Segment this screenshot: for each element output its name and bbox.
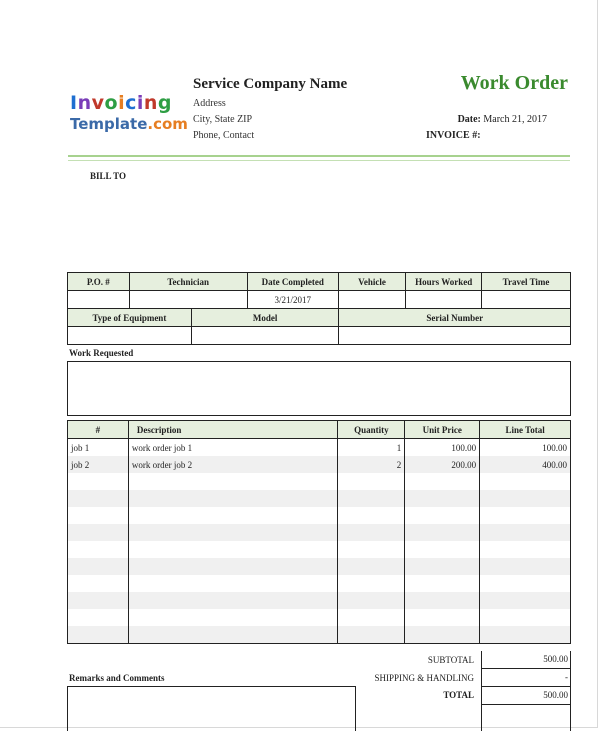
line-total-cell[interactable] bbox=[480, 490, 571, 507]
item-number-cell[interactable] bbox=[68, 473, 129, 490]
company-phone: Phone, Contact bbox=[193, 130, 255, 141]
logo-line2: Template.com bbox=[70, 115, 188, 133]
description-cell[interactable] bbox=[128, 490, 338, 507]
table-row bbox=[68, 592, 571, 609]
unit-price-cell[interactable] bbox=[405, 507, 480, 524]
item-number-cell[interactable] bbox=[68, 575, 129, 592]
description-cell[interactable] bbox=[128, 592, 338, 609]
unit-price-cell[interactable] bbox=[405, 490, 480, 507]
col-serial-number: Serial Number bbox=[339, 309, 571, 327]
table-row bbox=[68, 626, 571, 644]
quantity-cell[interactable] bbox=[338, 541, 405, 558]
quantity-cell[interactable] bbox=[338, 524, 405, 541]
table-row bbox=[68, 609, 571, 626]
date-line: Date: March 21, 2017 bbox=[457, 114, 547, 125]
quantity-cell[interactable] bbox=[338, 558, 405, 575]
item-number-cell[interactable] bbox=[68, 507, 129, 524]
line-total-cell[interactable] bbox=[480, 558, 571, 575]
col-technician: Technician bbox=[129, 273, 247, 291]
line-total-cell[interactable] bbox=[480, 575, 571, 592]
description-cell[interactable] bbox=[128, 524, 338, 541]
unit-price-cell[interactable] bbox=[405, 575, 480, 592]
col-description: Description bbox=[128, 421, 338, 439]
item-number-cell[interactable] bbox=[68, 592, 129, 609]
company-city: City, State ZIP bbox=[193, 114, 253, 125]
item-number-cell[interactable] bbox=[68, 524, 129, 541]
col-travel-time: Travel Time bbox=[482, 273, 571, 291]
line-total-cell[interactable] bbox=[480, 473, 571, 490]
item-number-cell[interactable] bbox=[68, 558, 129, 575]
item-number-cell[interactable] bbox=[68, 609, 129, 626]
invoice-number-label: INVOICE #: bbox=[426, 130, 481, 141]
table-row bbox=[68, 473, 571, 490]
description-cell[interactable]: work order job 2 bbox=[128, 456, 338, 473]
unit-price-cell[interactable] bbox=[405, 609, 480, 626]
company-address: Address bbox=[193, 98, 226, 109]
col-hours-worked: Hours Worked bbox=[406, 273, 482, 291]
unit-price-cell[interactable] bbox=[405, 473, 480, 490]
unit-price-cell[interactable] bbox=[405, 524, 480, 541]
work-requested-label: Work Requested bbox=[69, 348, 134, 358]
shipping-label: SHIPPING & HANDLING bbox=[374, 673, 474, 683]
logo-line1: Invoicing bbox=[70, 92, 172, 114]
header-rule-thin bbox=[68, 160, 570, 161]
col-vehicle: Vehicle bbox=[338, 273, 406, 291]
po-field[interactable] bbox=[68, 291, 130, 309]
remarks-box[interactable] bbox=[67, 686, 356, 731]
total-value: 500.00 bbox=[543, 690, 568, 700]
unit-price-cell[interactable]: 200.00 bbox=[405, 456, 480, 473]
col-quantity: Quantity bbox=[338, 421, 405, 439]
table-row bbox=[68, 439, 571, 457]
quantity-cell[interactable] bbox=[338, 473, 405, 490]
unit-price-cell[interactable] bbox=[405, 558, 480, 575]
description-cell[interactable] bbox=[128, 473, 338, 490]
bill-to-label: BILL TO bbox=[90, 171, 126, 181]
equipment-table bbox=[67, 308, 571, 345]
table-row bbox=[68, 507, 571, 524]
total-label: TOTAL bbox=[443, 690, 474, 700]
table-row bbox=[68, 541, 571, 558]
col-item-number: # bbox=[68, 421, 129, 439]
quantity-cell[interactable]: 2 bbox=[338, 456, 405, 473]
description-cell[interactable] bbox=[128, 609, 338, 626]
quantity-cell[interactable] bbox=[338, 507, 405, 524]
line-total-cell[interactable] bbox=[480, 541, 571, 558]
totals-separator bbox=[481, 704, 570, 705]
equipment-type-field[interactable] bbox=[68, 327, 192, 345]
table-row bbox=[68, 575, 571, 592]
quantity-cell[interactable] bbox=[338, 626, 405, 644]
technician-field[interactable] bbox=[129, 291, 247, 309]
unit-price-cell[interactable]: 100.00 bbox=[405, 439, 480, 457]
item-number-cell[interactable] bbox=[68, 626, 129, 644]
subtotal-value: 500.00 bbox=[543, 654, 568, 664]
header-rule bbox=[68, 155, 570, 157]
col-line-total: Line Total bbox=[480, 421, 571, 439]
quantity-cell[interactable] bbox=[338, 609, 405, 626]
line-total-cell[interactable] bbox=[480, 592, 571, 609]
line-total-cell[interactable]: 400.00 bbox=[480, 456, 571, 473]
date-completed-field[interactable]: 3/21/2017 bbox=[247, 291, 338, 309]
unit-price-cell[interactable] bbox=[405, 626, 480, 644]
table-row bbox=[68, 490, 571, 507]
description-cell[interactable]: work order job 1 bbox=[128, 439, 338, 457]
line-total-cell[interactable] bbox=[480, 507, 571, 524]
company-name: Service Company Name bbox=[193, 76, 348, 92]
quantity-cell[interactable] bbox=[338, 490, 405, 507]
description-cell[interactable] bbox=[128, 626, 338, 644]
table-row bbox=[68, 524, 571, 541]
item-number-cell[interactable] bbox=[68, 541, 129, 558]
quantity-cell[interactable] bbox=[338, 592, 405, 609]
table-row bbox=[68, 558, 571, 575]
vehicle-field[interactable] bbox=[338, 291, 406, 309]
page-title: Work Order bbox=[460, 72, 568, 94]
travel-time-field[interactable] bbox=[482, 291, 571, 309]
line-total-cell[interactable] bbox=[480, 626, 571, 644]
col-equipment-type: Type of Equipment bbox=[68, 309, 192, 327]
item-number-cell[interactable]: job 1 bbox=[68, 439, 129, 457]
line-total-cell[interactable] bbox=[480, 609, 571, 626]
description-cell[interactable] bbox=[128, 541, 338, 558]
col-unit-price: Unit Price bbox=[405, 421, 480, 439]
model-field[interactable] bbox=[191, 327, 339, 345]
shipping-value[interactable]: - bbox=[565, 672, 568, 682]
col-po: P.O. # bbox=[68, 273, 130, 291]
serial-number-field[interactable] bbox=[339, 327, 571, 345]
unit-price-cell[interactable] bbox=[405, 541, 480, 558]
description-cell[interactable] bbox=[128, 507, 338, 524]
work-requested-box[interactable] bbox=[67, 361, 571, 416]
line-total-cell[interactable]: 100.00 bbox=[480, 439, 571, 457]
quantity-cell[interactable]: 1 bbox=[338, 439, 405, 457]
item-number-cell[interactable] bbox=[68, 490, 129, 507]
quantity-cell[interactable] bbox=[338, 575, 405, 592]
job-info-table bbox=[67, 272, 571, 309]
company-logo bbox=[70, 92, 188, 134]
hours-worked-field[interactable] bbox=[406, 291, 482, 309]
item-number-cell[interactable]: job 2 bbox=[68, 456, 129, 473]
table-row bbox=[68, 456, 571, 473]
unit-price-cell[interactable] bbox=[405, 592, 480, 609]
line-items-table bbox=[67, 420, 571, 644]
col-date-completed: Date Completed bbox=[247, 273, 338, 291]
description-cell[interactable] bbox=[128, 575, 338, 592]
subtotal-label: SUBTOTAL bbox=[427, 655, 474, 665]
line-total-cell[interactable] bbox=[480, 524, 571, 541]
description-cell[interactable] bbox=[128, 558, 338, 575]
col-model: Model bbox=[191, 309, 339, 327]
remarks-label: Remarks and Comments bbox=[69, 673, 165, 683]
